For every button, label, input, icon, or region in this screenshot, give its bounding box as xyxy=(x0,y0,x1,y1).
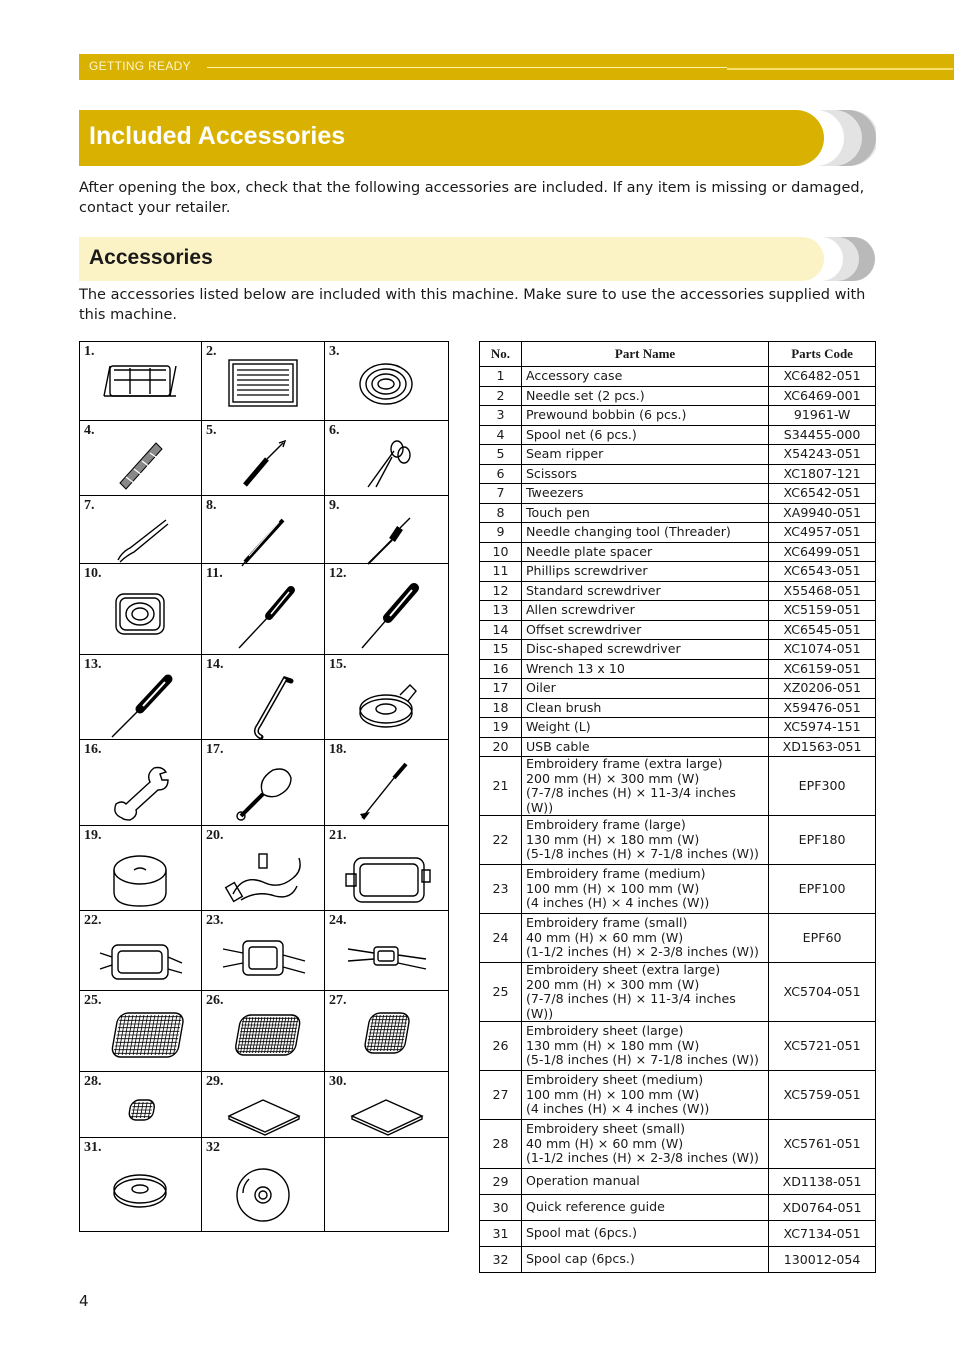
grid-cell-number: 13. xyxy=(84,657,102,672)
cell-no: 9 xyxy=(480,523,522,543)
cell-parts-code: EPF60 xyxy=(769,914,876,963)
cell-no: 19 xyxy=(480,718,522,738)
cell-part-name xyxy=(521,601,768,621)
cell-no: 29 xyxy=(480,1169,522,1195)
grid-cell-number: 24. xyxy=(329,913,347,928)
part-name-line: (5-1/8 inches (H) × 7-1/8 inches (W)) xyxy=(525,1052,759,1068)
page-title: Included Accessories xyxy=(89,122,346,150)
grid-cell xyxy=(202,342,325,421)
cell-parts-code: XC6482-051 xyxy=(769,367,876,387)
grid-cell-number: 2. xyxy=(206,344,217,359)
grid-cell xyxy=(202,826,325,911)
table-row xyxy=(480,679,876,699)
grid-cell-number: 1. xyxy=(84,344,95,359)
phillips-screwdriver-icon xyxy=(219,580,309,652)
grid-cell-number: 9. xyxy=(329,498,340,513)
cell-no: 21 xyxy=(480,757,522,816)
part-name-line: Seam ripper xyxy=(525,446,604,461)
part-name-line: (4 inches (H) × 4 inches (W)) xyxy=(525,895,710,911)
cell-part-name xyxy=(521,503,768,523)
sheet-extra-large-icon xyxy=(96,1005,186,1077)
part-name-line: Embroidery sheet (medium) xyxy=(525,1072,704,1088)
grid-cell xyxy=(325,911,448,991)
bobbin-icon xyxy=(342,356,432,428)
part-name-line: Offset screwdriver xyxy=(525,621,642,637)
cell-part-name xyxy=(521,1120,768,1169)
grid-cell xyxy=(325,1072,448,1138)
part-name-line: 40 mm (H) × 60 mm (W) xyxy=(525,1135,684,1151)
cell-no: 22 xyxy=(480,816,522,865)
part-name-line: Needle plate spacer xyxy=(525,543,653,559)
part-name-line: Prewound bobbin (6 pcs.) xyxy=(525,407,687,422)
allen-screwdriver-icon xyxy=(96,669,186,741)
header-rule xyxy=(207,67,727,68)
disc-screwdriver-icon xyxy=(342,669,432,741)
grid-cell xyxy=(80,1138,202,1231)
grid-cell-number: 10. xyxy=(84,566,102,581)
grid-cell-number: 26. xyxy=(206,993,224,1008)
cell-parts-code: XD1138-051 xyxy=(769,1169,876,1195)
part-name-line: Embroidery frame (extra large) xyxy=(525,756,723,771)
spool-mat-icon xyxy=(96,1155,186,1227)
grid-cell-number: 15. xyxy=(329,657,347,672)
part-name-line: 130 mm (H) × 180 mm (W) xyxy=(525,1037,700,1053)
table-row xyxy=(480,503,876,523)
grid-cell-empty xyxy=(325,1138,448,1231)
grid-cell-number: 8. xyxy=(206,498,217,513)
table-row xyxy=(480,1022,876,1071)
section-label: GETTING READY xyxy=(89,59,191,73)
cell-part-name xyxy=(521,737,768,757)
grid-cell xyxy=(325,421,448,496)
header-parts-code: Parts Code xyxy=(769,342,876,367)
title-bar xyxy=(79,110,824,166)
table-row xyxy=(480,484,876,504)
grid-cell-number: 25. xyxy=(84,993,102,1008)
cell-parts-code: XC5159-051 xyxy=(769,601,876,621)
grid-cell xyxy=(80,911,202,991)
table-row xyxy=(480,542,876,562)
part-name-line: (1-1/2 inches (H) × 2-3/8 inches (W)) xyxy=(525,1150,759,1166)
cell-parts-code: XZ0206-051 xyxy=(769,679,876,699)
subsection-tab-decoration-icon xyxy=(815,237,877,281)
grid-cell-number: 32 xyxy=(206,1140,220,1155)
grid-cell-number: 28. xyxy=(84,1074,102,1089)
spool-cap-disc-icon xyxy=(219,1155,309,1227)
cell-no: 15 xyxy=(480,640,522,660)
title-tab-decoration-icon xyxy=(810,110,876,166)
grid-cell-number: 22. xyxy=(84,913,102,928)
cell-no: 30 xyxy=(480,1195,522,1221)
table-row xyxy=(480,963,876,1022)
table-row xyxy=(480,386,876,406)
grid-cell xyxy=(202,564,325,655)
grid-cell xyxy=(325,991,448,1072)
cell-parts-code: X55468-051 xyxy=(769,581,876,601)
part-name-line: 100 mm (H) × 100 mm (W) xyxy=(525,880,700,896)
table-row xyxy=(480,1221,876,1247)
grid-cell xyxy=(325,342,448,421)
table-row xyxy=(480,865,876,914)
grid-cell-number: 31. xyxy=(84,1140,102,1155)
cell-parts-code: XC1074-051 xyxy=(769,640,876,660)
page-number: 4 xyxy=(79,1292,89,1310)
part-name-line: Accessory case xyxy=(525,368,623,383)
grid-cell xyxy=(325,740,448,826)
cell-part-name xyxy=(521,963,768,1022)
cell-parts-code: XC4957-051 xyxy=(769,523,876,543)
intro-paragraph: After opening the box, check that the following accessories are included. If any item is missing or damaged, contact your retailer. xyxy=(79,180,865,216)
cell-no: 13 xyxy=(480,601,522,621)
cell-part-name xyxy=(521,1221,768,1247)
table-row xyxy=(480,757,876,816)
grid-cell-number: 17. xyxy=(206,742,224,757)
part-name-line: Quick reference guide xyxy=(525,1199,665,1215)
cell-parts-code: XD1563-051 xyxy=(769,737,876,757)
cell-parts-code: EPF180 xyxy=(769,816,876,865)
grid-cell xyxy=(325,826,448,911)
table-row xyxy=(480,718,876,738)
part-name-line: (4 inches (H) × 4 inches (W)) xyxy=(525,1101,710,1117)
grid-cell xyxy=(80,655,202,740)
grid-cell xyxy=(325,655,448,740)
cell-part-name xyxy=(521,640,768,660)
cell-no: 8 xyxy=(480,503,522,523)
grid-cell-number: 3. xyxy=(329,344,340,359)
cell-parts-code: XC5761-051 xyxy=(769,1120,876,1169)
cell-no: 7 xyxy=(480,484,522,504)
cell-no: 2 xyxy=(480,386,522,406)
cell-no: 23 xyxy=(480,865,522,914)
part-name-line: Oiler xyxy=(525,680,556,695)
cell-no: 3 xyxy=(480,406,522,426)
cell-part-name xyxy=(521,659,768,679)
accessory-case-icon xyxy=(96,356,186,428)
cell-part-name xyxy=(521,562,768,582)
grid-cell-number: 14. xyxy=(206,657,224,672)
part-name-line: (5-1/8 inches (H) × 7-1/8 inches (W)) xyxy=(525,846,759,862)
table-row xyxy=(480,523,876,543)
header-rule-accent xyxy=(727,68,953,70)
grid-cell xyxy=(80,991,202,1072)
grid-cell xyxy=(202,1138,325,1231)
table-row xyxy=(480,562,876,582)
grid-cell-number: 7. xyxy=(84,498,95,513)
cell-part-name xyxy=(521,620,768,640)
table-row xyxy=(480,737,876,757)
cell-part-name xyxy=(521,1195,768,1221)
table-row xyxy=(480,464,876,484)
cell-part-name xyxy=(521,581,768,601)
part-name-line: 100 mm (H) × 100 mm (W) xyxy=(525,1086,700,1102)
cell-parts-code: XC5974-151 xyxy=(769,718,876,738)
part-name-line: Weight (L) xyxy=(525,719,591,734)
part-name-line: 130 mm (H) × 180 mm (W) xyxy=(525,831,700,847)
subsection-title: Accessories xyxy=(89,246,213,269)
part-name-line: (7-7/8 inches (H) × 11-3/4 inches (W)) xyxy=(525,785,736,815)
grid-cell-number: 18. xyxy=(329,742,347,757)
cell-part-name xyxy=(521,1022,768,1071)
grid-cell xyxy=(325,564,448,655)
cell-part-name xyxy=(521,1247,768,1273)
table-header-row xyxy=(480,342,876,367)
part-name-line: Embroidery sheet (large) xyxy=(525,1023,684,1039)
table-row xyxy=(480,698,876,718)
grid-cell xyxy=(202,655,325,740)
cell-part-name xyxy=(521,718,768,738)
grid-cell xyxy=(80,342,202,421)
grid-cell-number: 11. xyxy=(206,566,223,581)
header-no: No. xyxy=(480,342,522,367)
cell-no: 17 xyxy=(480,679,522,699)
part-name-line: (7-7/8 inches (H) × 11-3/4 inches (W)) xyxy=(525,991,736,1021)
cell-parts-code: EPF100 xyxy=(769,865,876,914)
table-row xyxy=(480,914,876,963)
oiler-icon xyxy=(219,754,309,826)
part-name-line: Needle set (2 pcs.) xyxy=(525,387,645,403)
weight-icon xyxy=(96,840,186,912)
cell-part-name xyxy=(521,757,768,816)
grid-cell xyxy=(202,911,325,991)
grid-cell-number: 29. xyxy=(206,1074,224,1089)
cell-parts-code: XD0764-051 xyxy=(769,1195,876,1221)
part-name-line: Touch pen xyxy=(525,504,590,520)
part-name-line: Scissors xyxy=(525,465,577,481)
part-name-line: Disc-shaped screwdriver xyxy=(525,641,681,656)
cell-no: 4 xyxy=(480,425,522,445)
cell-no: 18 xyxy=(480,698,522,718)
table-row xyxy=(480,1071,876,1120)
part-name-line: USB cable xyxy=(525,738,590,754)
grid-cell xyxy=(202,1072,325,1138)
cell-no: 14 xyxy=(480,620,522,640)
cell-parts-code: XC6499-051 xyxy=(769,542,876,562)
grid-cell-number: 21. xyxy=(329,828,347,843)
cell-part-name xyxy=(521,484,768,504)
part-name-line: Embroidery sheet (extra large) xyxy=(525,962,721,977)
cell-part-name xyxy=(521,367,768,387)
cell-no: 26 xyxy=(480,1022,522,1071)
table-row xyxy=(480,1120,876,1169)
part-name-line: Needle changing tool (Threader) xyxy=(525,524,731,539)
cell-parts-code: XC5721-051 xyxy=(769,1022,876,1071)
grid-cell xyxy=(80,496,202,564)
grid-cell xyxy=(202,740,325,826)
cell-no: 6 xyxy=(480,464,522,484)
cell-parts-code: XC6543-051 xyxy=(769,562,876,582)
grid-cell-number: 5. xyxy=(206,423,217,438)
clean-brush-icon xyxy=(342,754,432,826)
cell-parts-code: XC7134-051 xyxy=(769,1221,876,1247)
part-name-line: Spool cap (6pcs.) xyxy=(525,1251,635,1267)
grid-cell xyxy=(80,740,202,826)
grid-cell-number: 6. xyxy=(329,423,340,438)
cell-no: 31 xyxy=(480,1221,522,1247)
cell-part-name xyxy=(521,445,768,465)
cell-parts-code: EPF300 xyxy=(769,757,876,816)
cell-no: 12 xyxy=(480,581,522,601)
table-row xyxy=(480,620,876,640)
cell-no: 1 xyxy=(480,367,522,387)
cell-part-name xyxy=(521,1169,768,1195)
cell-part-name xyxy=(521,523,768,543)
cell-part-name xyxy=(521,1071,768,1120)
header-part-name: Part Name xyxy=(521,342,768,367)
table-row xyxy=(480,659,876,679)
cell-parts-code: S34455-000 xyxy=(769,425,876,445)
grid-cell xyxy=(202,496,325,564)
table-row xyxy=(480,445,876,465)
cell-part-name xyxy=(521,679,768,699)
table-row xyxy=(480,816,876,865)
cell-parts-code: XC6159-051 xyxy=(769,659,876,679)
table-row xyxy=(480,1247,876,1273)
offset-screwdriver-icon xyxy=(219,669,309,741)
cell-no: 28 xyxy=(480,1120,522,1169)
wrench-icon xyxy=(96,754,186,826)
standard-screwdriver-icon xyxy=(342,580,432,652)
cell-no: 32 xyxy=(480,1247,522,1273)
cell-parts-code: XC5759-051 xyxy=(769,1071,876,1120)
cell-parts-code: XC6542-051 xyxy=(769,484,876,504)
table-row xyxy=(480,367,876,387)
section-header-band xyxy=(79,54,954,80)
table-row xyxy=(480,640,876,660)
part-name-line: 200 mm (H) × 300 mm (W) xyxy=(525,976,700,992)
cell-no: 10 xyxy=(480,542,522,562)
grid-cell xyxy=(80,826,202,911)
part-name-line: Tweezers xyxy=(525,485,584,500)
cell-part-name xyxy=(521,406,768,426)
table-row xyxy=(480,601,876,621)
needle-set-icon xyxy=(219,356,309,428)
cell-parts-code: X59476-051 xyxy=(769,698,876,718)
cell-parts-code: XC1807-121 xyxy=(769,464,876,484)
grid-cell-number: 19. xyxy=(84,828,102,843)
grid-cell xyxy=(80,564,202,655)
grid-cell xyxy=(202,421,325,496)
cell-no: 16 xyxy=(480,659,522,679)
cell-parts-code: XC6469-001 xyxy=(769,386,876,406)
grid-cell xyxy=(80,1072,202,1138)
cell-no: 11 xyxy=(480,562,522,582)
grid-cell-number: 30. xyxy=(329,1074,347,1089)
cell-no: 27 xyxy=(480,1071,522,1120)
table-row xyxy=(480,1169,876,1195)
cell-parts-code: 91961-W xyxy=(769,406,876,426)
grid-cell-number: 20. xyxy=(206,828,224,843)
usb-cable-icon xyxy=(219,840,309,912)
part-name-line: Operation manual xyxy=(525,1173,640,1189)
frame-large-icon xyxy=(96,925,186,997)
cell-part-name xyxy=(521,386,768,406)
cell-parts-code: X54243-051 xyxy=(769,445,876,465)
part-name-line: 40 mm (H) × 60 mm (W) xyxy=(525,929,684,945)
cell-no: 25 xyxy=(480,963,522,1022)
sheet-large-icon xyxy=(219,1005,309,1077)
cell-part-name xyxy=(521,542,768,562)
grid-cell xyxy=(202,991,325,1072)
table-row xyxy=(480,581,876,601)
cell-part-name xyxy=(521,425,768,445)
part-name-line: Clean brush xyxy=(525,699,602,715)
grid-cell-number: 23. xyxy=(206,913,224,928)
cell-part-name xyxy=(521,816,768,865)
part-name-line: Embroidery frame (small) xyxy=(525,915,688,931)
plate-spacer-icon xyxy=(96,580,186,652)
part-name-line: Embroidery sheet (small) xyxy=(525,1121,685,1137)
grid-cell-number: 16. xyxy=(84,742,102,757)
cell-no: 20 xyxy=(480,737,522,757)
grid-cell-number: 27. xyxy=(329,993,347,1008)
part-name-line: Spool net (6 pcs.) xyxy=(525,426,637,442)
part-name-line: (1-1/2 inches (H) × 2-3/8 inches (W)) xyxy=(525,944,759,960)
part-name-line: Standard screwdriver xyxy=(525,582,661,598)
accessory-grid xyxy=(79,341,449,1232)
parts-table xyxy=(479,341,876,1273)
part-name-line: Embroidery frame (large) xyxy=(525,817,686,833)
part-name-line: 200 mm (H) × 300 mm (W) xyxy=(525,770,700,786)
cell-no: 5 xyxy=(480,445,522,465)
frame-small-icon xyxy=(342,925,432,997)
cell-parts-code: XC5704-051 xyxy=(769,963,876,1022)
part-name-line: Embroidery frame (medium) xyxy=(525,866,706,882)
part-name-line: Phillips screwdriver xyxy=(525,563,648,578)
frame-extra-large-icon xyxy=(342,840,432,912)
cell-part-name xyxy=(521,865,768,914)
sheet-medium-icon xyxy=(342,1005,432,1077)
grid-cell xyxy=(325,496,448,564)
subsection-bar xyxy=(79,237,824,281)
cell-parts-code: 130012-054 xyxy=(769,1247,876,1273)
table-row xyxy=(480,1195,876,1221)
cell-no: 24 xyxy=(480,914,522,963)
cell-part-name xyxy=(521,914,768,963)
accessories-paragraph: The accessories listed below are included with this machine. Make sure to use the accessories supplied with this machine. xyxy=(79,287,866,323)
part-name-line: Wrench 13 x 10 xyxy=(525,660,625,676)
part-name-line: Allen screwdriver xyxy=(525,602,635,617)
grid-cell-number: 4. xyxy=(84,423,95,438)
cell-parts-code: XC6545-051 xyxy=(769,620,876,640)
table-row xyxy=(480,425,876,445)
cell-part-name xyxy=(521,464,768,484)
table-row xyxy=(480,406,876,426)
frame-medium-icon xyxy=(219,925,309,997)
part-name-line: Spool mat (6pcs.) xyxy=(525,1225,638,1241)
grid-cell xyxy=(80,421,202,496)
cell-part-name xyxy=(521,698,768,718)
grid-cell-number: 12. xyxy=(329,566,347,581)
cell-parts-code: XA9940-051 xyxy=(769,503,876,523)
